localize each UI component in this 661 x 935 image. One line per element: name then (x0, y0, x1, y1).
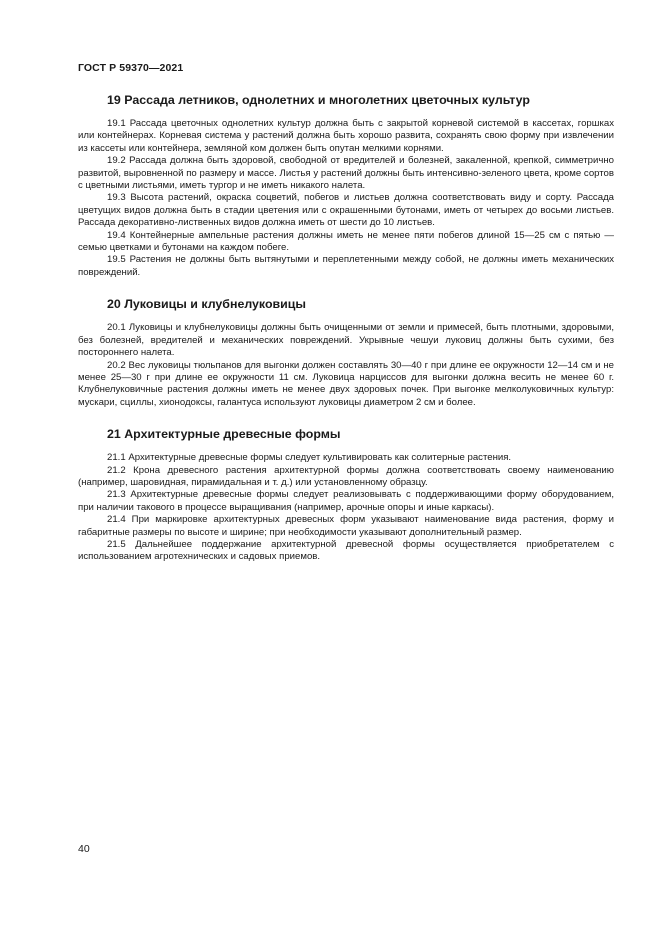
section-19 (78, 92, 614, 279)
section-title: 20 Луковицы и клубнелуковицы (107, 297, 306, 312)
paragraph: 19.4 Контейнерные ампельные растения должны иметь не менее пяти побегов длиной 15—25 см с пятью — семью цветками и бутонами на каждом побеге. (78, 229, 614, 254)
paragraph: 19.5 Растения не должны быть вытянутыми и переплетенными между собой, не должны иметь механических повреждений. (78, 254, 614, 278)
paragraph: 21.3 Архитектурные древесные формы следует реализовывать с поддерживающими форму оборудованием, при наличии такового в процессе выращивания (например, арочные опоры и иные каркасы). (78, 489, 614, 513)
section-20 (78, 296, 614, 409)
paragraph: 19.3 Высота растений, окраска соцветий, побегов и листьев должна соответствовать виду и сорту. Рассада цветущих видов должна быть в стадии цветения или с окрашенными бутонами, иметь от четырех до восьми листьев. Рассада декоративно-лиственных видов должна иметь от шести до 10 листьев. (78, 192, 614, 229)
paragraph: 21.4 При маркировке архитектурных древесных форм указывают наименование вида растения, форму и габаритные размеры по высоте и ширине; при необходимости указывают дополнительный размер. (78, 514, 614, 538)
document-body (78, 88, 614, 581)
paragraph: 19.1 Рассада цветочных однолетних культур должна быть с закрытой корневой системой в кассетах, горшках или контейнерах. Корневая система у растений должна быть хорошо развита, сохранять свою форму при извлечении из кассеты или контейнера, земляной ком должен быть опутан мелкими корнями. (78, 118, 614, 154)
paragraph: 21.1 Архитектурные древесные формы следует культивировать как солитерные растения. (107, 452, 512, 464)
paragraph: 20.2 Вес луковицы тюльпанов для выгонки должен составлять 30—40 г при длине ее окружности 12—14 см и не менее 25—30 г при длине ее окружности 11 см. Луковица нарциссов для выгонки должна весить не менее 60 г. Клубнелуковичные растения должны иметь не менее двух здоровых почек. При выгонке мелколуковичных культур: мускари, сциллы, хионодоксы, галантуса используют луковицы диаметром 2 см и более. (78, 359, 614, 408)
paragraph: 21.5 Дальнейшее поддержание архитектурной древесной формы осуществляется приобретателем с использованием агротехнических и садовых приемов. (78, 538, 614, 563)
section-21 (78, 426, 614, 564)
section-title: 21 Архитектурные древесные формы (107, 427, 341, 442)
paragraph: 21.2 Крона древесного растения архитектурной формы должна соответствовать своему наименованию (например, шаровидная, пирамидальная и т. д.) или установленному образцу. (78, 464, 614, 488)
paragraph: 19.2 Рассада должна быть здоровой, свободной от вредителей и болезней, закаленной, крепкой, симметрично развитой, выровненной по размеру и массе. Листья у растений должны быть интенсивно-зеленого цвета, кроме сортов с цветными листьями, иметь тургор и не иметь никакого налета. (78, 155, 614, 192)
section-title: 19 Рассада летников, однолетних и многолетних цветочных культур (107, 93, 530, 107)
page-number: 40 (78, 843, 90, 855)
paragraph: 20.1 Луковицы и клубнелуковицы должны быть очищенными от земли и примесей, быть плотными, здоровыми, без болезней, вредителей и механических повреждений. Укрывные чешуи луковиц должны быть сухими, без постороннего налета. (78, 322, 614, 359)
standard-header: ГОСТ Р 59370—2021 (78, 62, 184, 74)
